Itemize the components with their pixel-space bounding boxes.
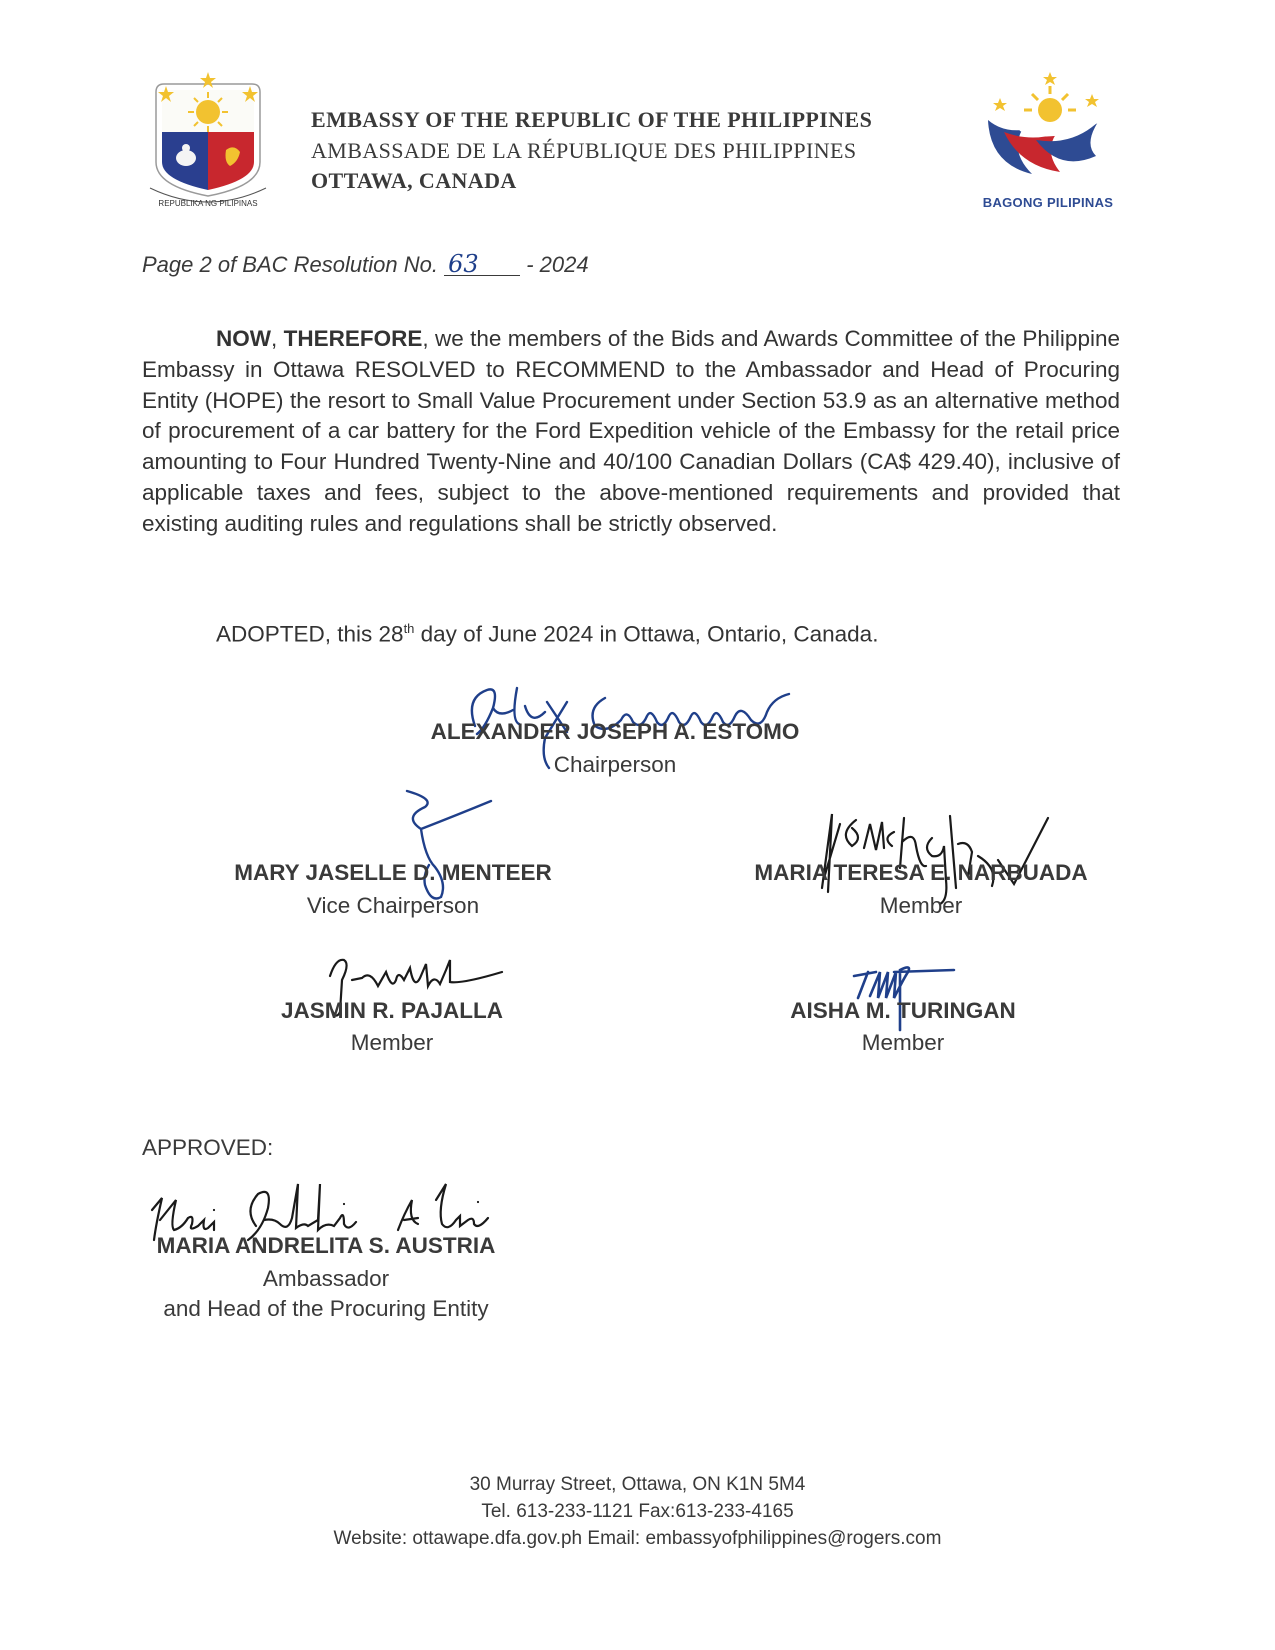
embassy-name-french: AMBASSADE DE LA RÉPUBLIQUE DES PHILIPPINES xyxy=(311,138,857,163)
vice-chair-role: Vice Chairperson xyxy=(306,893,480,918)
member3-role: Member xyxy=(861,1030,945,1055)
page-ref-prefix: Page 2 of BAC Resolution No. xyxy=(142,252,438,277)
member2-role: Member xyxy=(350,1030,434,1055)
lead-therefore: THEREFORE xyxy=(283,326,423,351)
resolution-text: , we the members of the Bids and Awards Committee of the Philippine Embassy in Ottawa RESOLVED to RECOMMEND to the Ambassador and Head of Procuring Entity (HOPE) the resort to Small Value Procurement under Section 53.9 as an alternative method of procurement of a car battery for the Ford Expedition vehicle of the Embassy for the retail price amounting to Four Hundred Twenty-Nine and 40/100 Canadian Dollars (CA$ 429.40), inclusive of applicable taxes and fees, subject to the above-mentioned requirements and provided that existing auditing rules and regulations shall be strictly observed. xyxy=(142,326,1120,536)
member3-name: AISHA M. TURINGAN xyxy=(790,998,1016,1023)
hope-role: and Head of the Procuring Entity xyxy=(163,1296,489,1321)
bagong-pilipinas-label: BAGONG PILIPINAS xyxy=(982,195,1114,210)
philippine-coat-of-arms-seal xyxy=(142,70,274,210)
vice-chair-name: MARY JASELLE D. MENTEER xyxy=(234,860,552,885)
vice-chair-signature xyxy=(395,785,505,905)
embassy-name-english: EMBASSY OF THE REPUBLIC OF THE PHILIPPINES xyxy=(311,107,873,132)
adopted-line: ADOPTED, this 28th day of June 2024 in Ottawa, Ontario, Canada. xyxy=(216,621,879,647)
resolution-number: 63 xyxy=(444,253,520,276)
member1-role: Member xyxy=(879,893,963,918)
bagong-pilipinas-logo xyxy=(980,72,1110,180)
seal-scroll-text: REPUBLIKA NG PILIPINAS xyxy=(158,199,258,208)
footer-phone: Tel. 613-233-1121 Fax:613-233-4165 xyxy=(481,1501,794,1522)
page-reference xyxy=(142,252,589,278)
chair-role: Chairperson xyxy=(553,752,677,777)
page-ref-suffix: - 2024 xyxy=(526,252,589,277)
resolution-paragraph: NOW, THEREFORE, we the members of the Bids and Awards Committee of the Philippine Embassy in Ottawa RESOLVED to RECOMMEND to the Ambassador and Head of Procuring Entity (HOPE) the resort to Small Value Procurement under Section 53.9 as an alternative method of procurement of a car battery for the Ford Expedition vehicle of the Embassy for the retail price amounting to Four Hundred Twenty-Nine and 40/100 Canadian Dollars (CA$ 429.40), inclusive of applicable taxes and fees, subject to the above-mentioned requirements and provided that existing auditing rules and regulations shall be strictly observed. xyxy=(142,326,1120,536)
ambassador-name: MARIA ANDRELITA S. AUSTRIA xyxy=(156,1233,496,1258)
chair-name: ALEXANDER JOSEPH A. ESTOMO xyxy=(430,719,800,744)
member2-name: JASMIN R. PAJALLA xyxy=(280,998,504,1023)
embassy-city: OTTAWA, CANADA xyxy=(311,168,517,193)
approved-label: APPROVED: xyxy=(142,1135,274,1160)
footer-web-email: Website: ottawape.dfa.gov.ph Email: embassyofphilippines@rogers.com xyxy=(333,1528,942,1549)
lead-now: NOW xyxy=(216,326,271,351)
member1-name: MARIA TERESA E. NARBUADA xyxy=(754,860,1088,885)
footer-address: 30 Murray Street, Ottawa, ON K1N 5M4 xyxy=(469,1474,806,1495)
ambassador-role: Ambassador xyxy=(262,1266,390,1291)
